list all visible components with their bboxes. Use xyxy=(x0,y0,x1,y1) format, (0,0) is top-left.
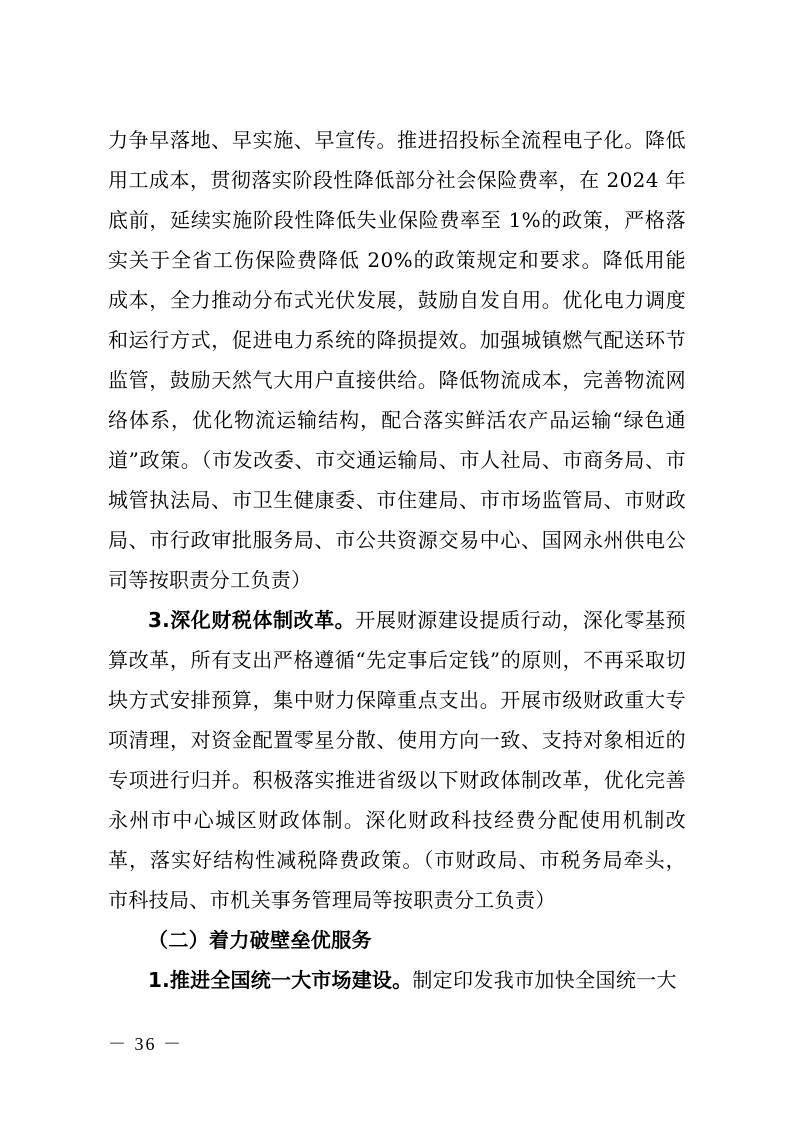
page-number: － 36 － xyxy=(108,1034,183,1054)
item-body-unified-market: 制定印发我市加快全国统一大 xyxy=(412,968,677,992)
item-body-fiscal-reform: 开展财源建设提质行动，深化零基预算改革，所有支出严格遵循“先定事后定钱”的原则，不再采取切块方式安排预算，集中财力保障重点支出。开展市级财政重大专项清理，对资金配置零星分散、使用方向一致、支持对象相近的专项进行归并。积极落实推进省级以下财政体制改革，优化完善永州市中心城区财政体制。深化财政科技经费分配使用机制改革，落实好结构性减税降费政策。（市财政局、市税务局牵头，市科技局、市机关事务管理局等按职责分工负责） xyxy=(108,608,686,912)
section-heading: （二）着力破壁垒优服务 xyxy=(148,928,372,952)
paragraph-cost-reduction: 力争早落地、早实施、早宣传。推进招投标全流程电子化。降低用工成本，贯彻落实阶段性降低部分社会保险费率，在 2024 年底前，延续实施阶段性降低失业保险费率至 1%的政策，严格落实关于全省工伤保险费降低 20%的政策规定和要求。降低用能成本，全力推动分布式光伏发展，鼓励自发自用。优化电力调度和运行方式，促进电力系统的降损提效。加强城镇燃气配送环节监管，鼓励天然气大用户直接供给。降低物流成本，完善物流网络体系，优化物流运输结构，配合落实鲜活农产品运输“绿色通道”政策。（市发改委、市交通运输局、市人社局、市商务局、市城管执法局、市卫生健康委、市住建局、市市场监管局、市财政局、市行政审批服务局、市公共资源交易中心、国网永州供电公司等按职责分工负责） xyxy=(108,128,686,592)
paragraph-fiscal-reform xyxy=(108,600,686,920)
paragraph-unified-market xyxy=(108,960,686,1000)
body-text xyxy=(108,120,686,1000)
item-heading-fiscal-reform: 3.深化财税体制改革。 xyxy=(148,608,356,632)
item-heading-unified-market: 1.推进全国统一大市场建设。 xyxy=(148,968,413,992)
